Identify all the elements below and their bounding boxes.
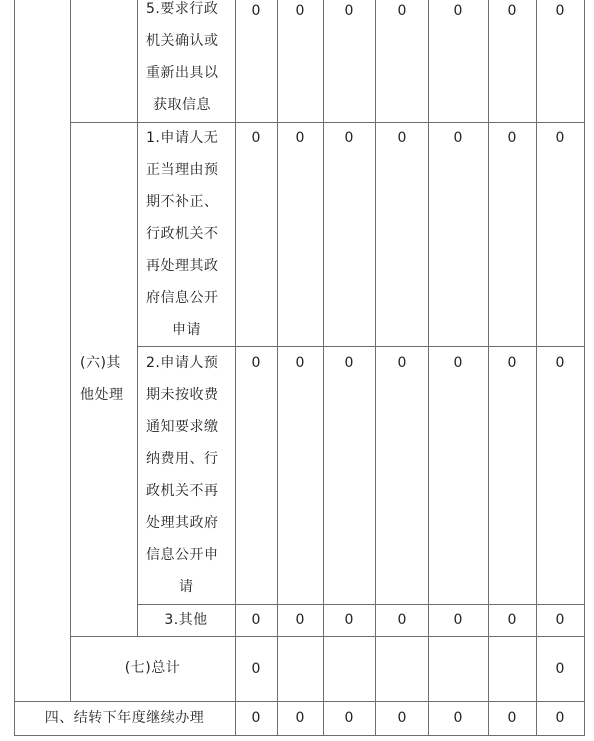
value-cell: 0 [453, 355, 463, 371]
cell-text-line: (六)其 [80, 355, 121, 371]
column-divider [277, 0, 278, 736]
value-cell: 0 [453, 130, 463, 146]
cell-text-line: 2.申请人预 [146, 355, 219, 371]
cell-text-line: 申请 [172, 322, 201, 338]
value-cell: 0 [295, 130, 305, 146]
cell-text-line: 获取信息 [153, 97, 211, 113]
value-cell: 0 [453, 3, 463, 19]
value-cell: 0 [251, 355, 261, 371]
value-cell: 0 [555, 710, 565, 726]
value-cell: 0 [344, 710, 354, 726]
value-cell: 0 [251, 661, 261, 677]
column-divider [235, 0, 236, 736]
cell-text-line: 信息公开申 [146, 547, 219, 563]
value-cell: 0 [397, 130, 407, 146]
row-4-label: 四、结转下年度继续办理 [44, 710, 205, 726]
column-divider [536, 0, 537, 736]
cell-text-line: 处理其政府 [146, 515, 219, 531]
cell-text-line: 期不补正、 [146, 194, 219, 210]
column-divider [375, 0, 376, 736]
value-cell: 0 [507, 3, 517, 19]
cell-text-line: 行政机关不 [146, 226, 219, 242]
cell-text-line: 机关确认或 [146, 33, 219, 49]
column-divider [137, 0, 138, 636]
row-7-label: (七)总计 [124, 660, 181, 676]
column-divider [14, 0, 15, 736]
column-divider [323, 0, 324, 736]
value-cell: 0 [251, 612, 261, 628]
cell-text-line: 1.申请人无 [146, 130, 219, 146]
column-divider [584, 0, 585, 736]
cell-text-line: 5.要求行政 [146, 1, 219, 17]
cell-text-line: 期未按收费 [146, 387, 219, 403]
cell-text-line: 府信息公开 [146, 290, 219, 306]
cell-text-line: 正当理由预 [146, 162, 219, 178]
value-cell: 0 [344, 130, 354, 146]
column-divider [70, 0, 71, 701]
cell-text-line: 纳费用、行 [146, 451, 219, 467]
value-cell: 0 [555, 355, 565, 371]
value-cell: 0 [344, 612, 354, 628]
value-cell: 0 [251, 3, 261, 19]
value-cell: 0 [344, 355, 354, 371]
value-cell: 0 [507, 710, 517, 726]
row-divider [70, 636, 584, 637]
value-cell: 0 [295, 710, 305, 726]
value-cell: 0 [507, 130, 517, 146]
cell-text-line: 再处理其政 [146, 258, 219, 274]
column-divider [428, 0, 429, 736]
column-divider [488, 0, 489, 736]
value-cell: 0 [295, 612, 305, 628]
cell-text-line: 请 [179, 579, 194, 595]
value-cell: 0 [251, 130, 261, 146]
row-6-3-label: 3.其他 [164, 612, 208, 628]
row-divider [14, 735, 584, 736]
value-cell: 0 [397, 355, 407, 371]
cell-text-line: 政机关不再 [146, 483, 219, 499]
value-cell: 0 [397, 612, 407, 628]
value-cell: 0 [555, 130, 565, 146]
value-cell: 0 [295, 355, 305, 371]
value-cell: 0 [397, 710, 407, 726]
value-cell: 0 [555, 612, 565, 628]
cell-text-line: 他处理 [80, 387, 124, 403]
value-cell: 0 [453, 612, 463, 628]
value-cell: 0 [507, 612, 517, 628]
value-cell: 0 [555, 3, 565, 19]
cell-text-line: 重新出具以 [146, 65, 219, 81]
value-cell: 0 [251, 710, 261, 726]
value-cell: 0 [507, 355, 517, 371]
value-cell: 0 [555, 661, 565, 677]
cell-text-line: 通知要求缴 [146, 419, 219, 435]
value-cell: 0 [453, 710, 463, 726]
value-cell: 0 [344, 3, 354, 19]
value-cell: 0 [397, 3, 407, 19]
value-cell: 0 [295, 3, 305, 19]
